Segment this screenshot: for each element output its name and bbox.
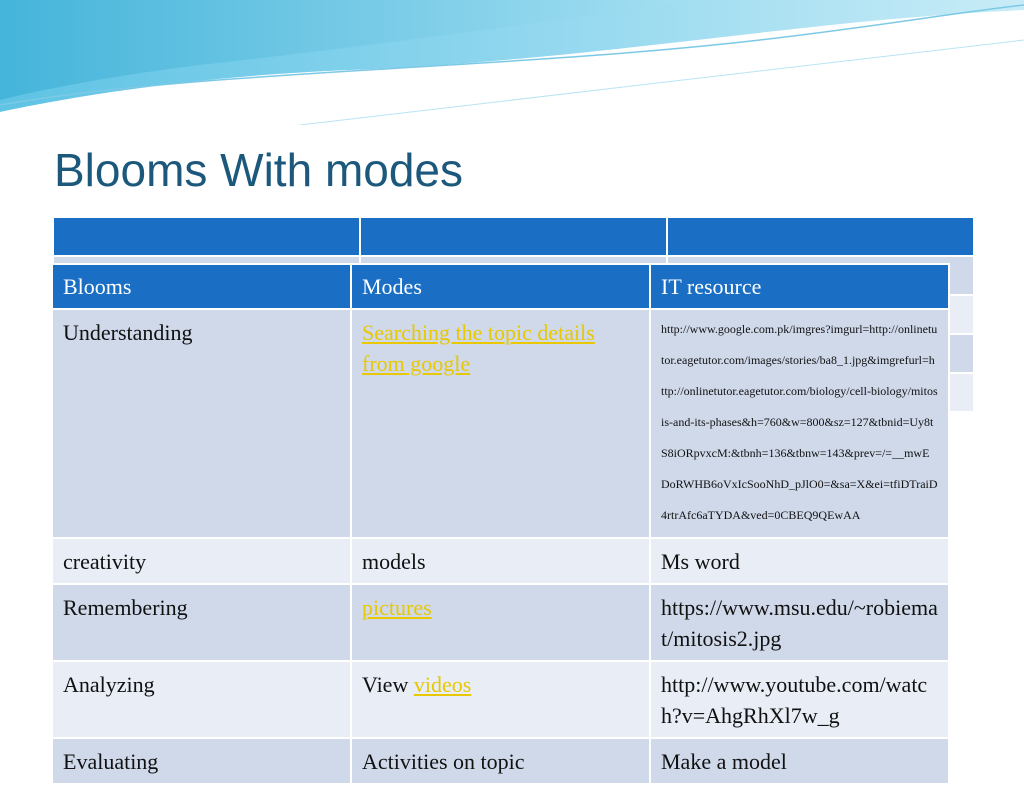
table-row <box>52 584 949 661</box>
cell-it-resource: http://www.youtube.com/watch?v=AhgRhXl7w_g <box>650 661 949 738</box>
blooms-modes-table <box>51 263 950 785</box>
background-table-header-row <box>53 217 974 256</box>
cell-blooms: Remembering <box>52 584 351 661</box>
cell-modes <box>351 584 650 661</box>
modes-prefix: View <box>362 672 414 697</box>
modes-link[interactable]: Searching the topic details from google <box>362 320 595 376</box>
cell-blooms: creativity <box>52 538 351 584</box>
header-wave-decoration <box>0 0 1024 125</box>
background-cell <box>53 217 360 256</box>
header-blooms: Blooms <box>52 264 351 309</box>
header-modes: Modes <box>351 264 650 309</box>
table-row <box>52 661 949 738</box>
cell-modes <box>351 309 650 538</box>
cell-modes: models <box>351 538 650 584</box>
cell-blooms: Analyzing <box>52 661 351 738</box>
cell-it-resource: Make a model <box>650 738 949 784</box>
modes-link[interactable]: videos <box>413 672 472 697</box>
cell-it-resource: https://www.msu.edu/~robiemat/mitosis2.jpg <box>650 584 949 661</box>
cell-blooms: Understanding <box>52 309 351 538</box>
table-row <box>52 309 949 538</box>
slide-title: Blooms With modes <box>54 144 464 196</box>
cell-blooms: Evaluating <box>52 738 351 784</box>
header-it-resource: IT resource <box>650 264 949 309</box>
cell-modes <box>351 661 650 738</box>
table-header-row <box>52 264 949 309</box>
modes-link[interactable]: pictures <box>362 595 432 620</box>
table-row <box>52 538 949 584</box>
table-row <box>52 738 949 784</box>
cell-it-resource: Ms word <box>650 538 949 584</box>
background-cell <box>360 217 667 256</box>
cell-modes: Activities on topic <box>351 738 650 784</box>
cell-it-resource: http://www.google.com.pk/imgres?imgurl=http://onlinetutor.eagetutor.com/images/stories/ba8_1.jpg&imgrefurl=http://onlinetutor.eagetutor.com/biology/cell-biology/mitosis-and-its-phases&h=760&w=800&sz=127&tbnid=Uy8tS8iORpvxcM:&tbnh=136&tbnw=143&prev=/=__mwEDoRWHB6oVxIcSooNhD_pJlO0=&sa=X&ei=tfiDTraiD4rtrAfc6aTYDA&ved=0CBEQ9QEwAA <box>650 309 949 538</box>
background-cell <box>667 217 974 256</box>
